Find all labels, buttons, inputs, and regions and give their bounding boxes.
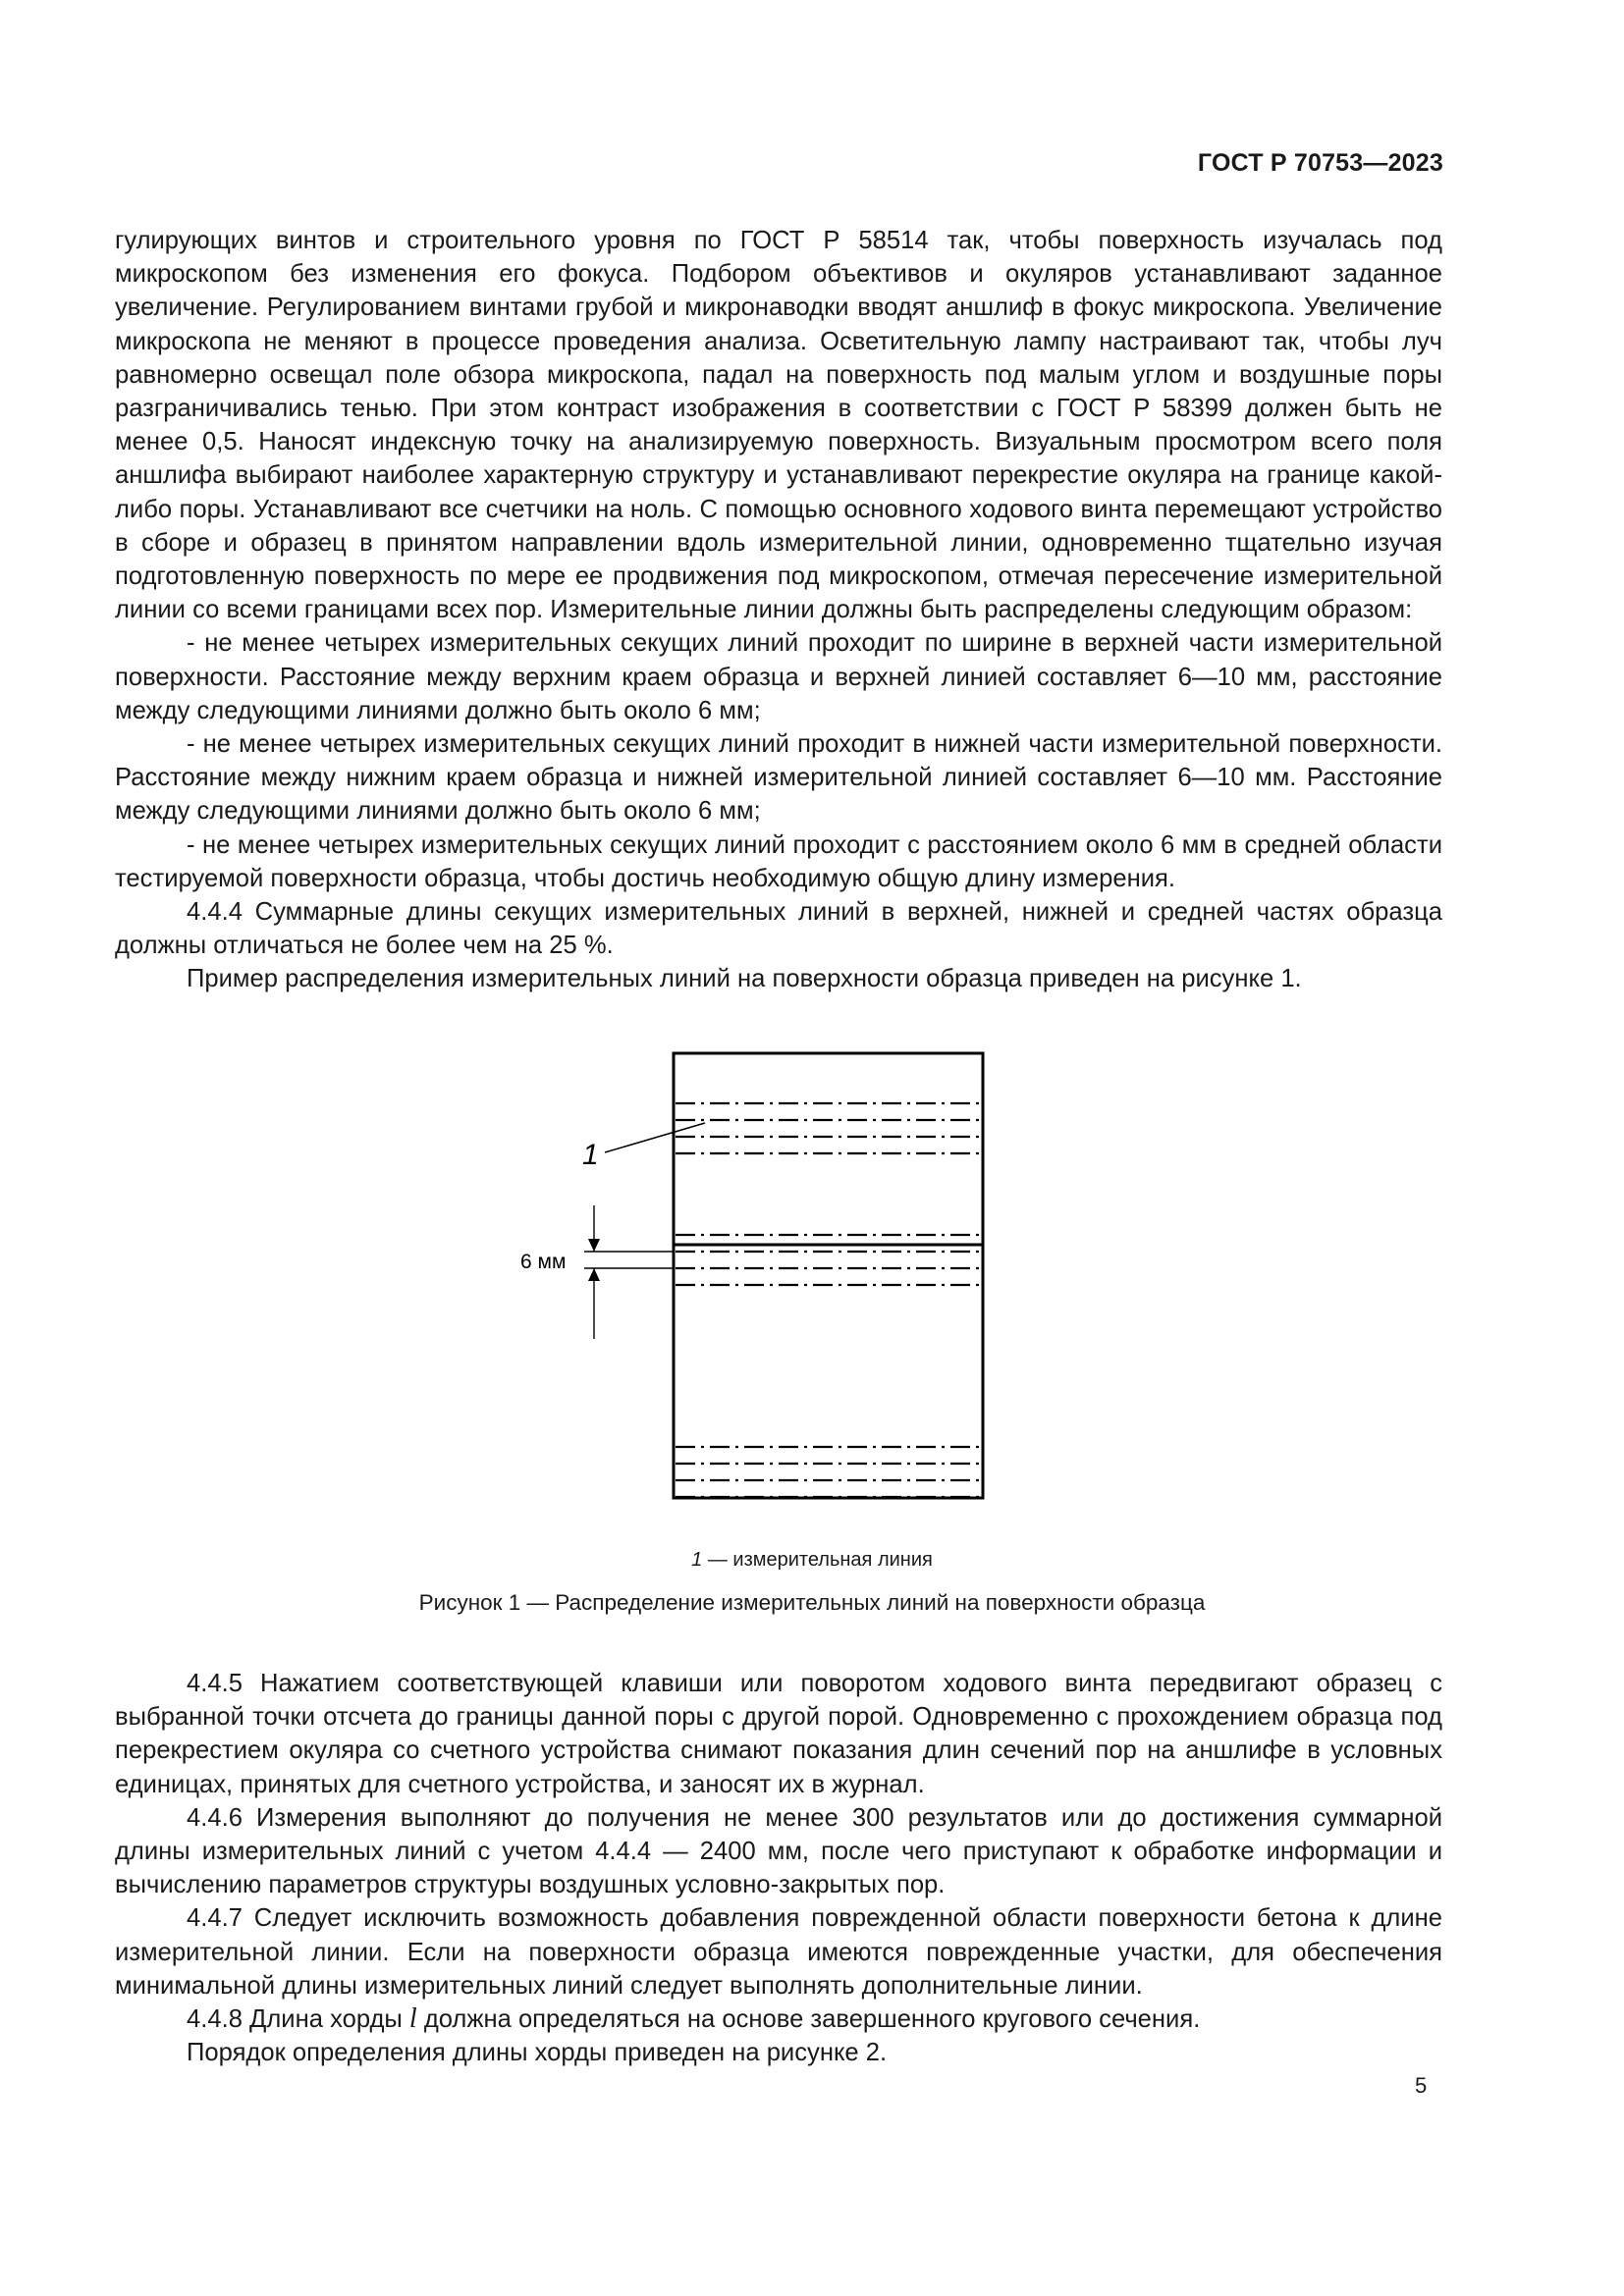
dimension-label: 6 мм (520, 1251, 567, 1273)
legend-text: — измерительная линия (702, 1549, 933, 1571)
paragraph-4-4-5: 4.4.5 Нажатием соответствующей клавиши или поворотом ходового винта передвигают образец с выбранной точки отсчета до границы данной поры с другой порой. Одновременно с прохождением образца под перекрестием окуляра со счетного устройства снимают показания длин сечений пор на аншлифе в условных единицах, принятых для счетного устройства, и заносят их в журнал. (115, 1670, 1442, 1798)
figure-1-measurement-lines-diagram (491, 1050, 1041, 1512)
paragraph-4-4-4: 4.4.4 Суммарные длины секущих измерительных линий в верхней, нижней и средней частях образца должны отличаться не более чем на 25 %. (115, 898, 1442, 960)
figure-1-svg (491, 1050, 1041, 1512)
list-item-bottom-lines: - не менее четырех измерительных секущих линий проходит в нижней части измерительной поверхности. Расстояние между нижним краем образца и нижней измерительной линией составляет 6—10 мм. Расстояние между следующими линиями должно быть около 6 мм; (115, 730, 1442, 826)
arrow-down-icon (588, 1239, 600, 1252)
figure-1-caption: Рисунок 1 — Распределение измерительных линий на поверхности образца (418, 1590, 1206, 1615)
paragraph-figure-reference: Пример распределения измерительных линий на поверхности образца приведен на рисунке 1. (187, 965, 1302, 993)
paragraph-4-4-6: 4.4.6 Измерения выполняют до получения не менее 300 результатов или до достижения суммарной длины измерительных линий с учетом 4.4.4 — 2400 мм, после чего приступают к обработке информации и вычислению параметров структуры воздушных условно-закрытых пор. (115, 1803, 1442, 1899)
paragraph-4-4-8 (115, 2002, 1442, 2036)
document-header-standard-id: ГОСТ Р 70753—2023 (1197, 149, 1443, 177)
specimen-outline (674, 1053, 983, 1245)
measurement-lines (676, 1103, 981, 1497)
page-number: 5 (1415, 2073, 1428, 2098)
chord-length-symbol: l (408, 2003, 417, 2035)
text-block-top (115, 224, 1442, 996)
paragraph-4-4-7: 4.4.7 Следует исключить возможность добавления поврежденной области поверхности бетона к длине измерительной линии. Если на поверхности образца имеются поврежденные участки, для обеспечения минимальной длины измерительных линий следует выполнять дополнительные линии. (115, 1904, 1442, 2000)
figure-1-legend (0, 1549, 1624, 1572)
paragraph-continuation: гулирующих винтов и строительного уровня по ГОСТ Р 58514 так, чтобы поверхность изучалась под микроскопом без изменения его фокуса. Подбором объективов и окуляров устанавливают заданное увеличение. Регулированием винтами грубой и микронаводки вводят аншлиф в фокус микроскопа. Увеличение микроскопа не меняют в процессе проведения анализа. Осветительную лампу настраивают так, чтобы луч равномерно освещал поле обзора микроскопа, падал на поверхность под малым углом и воздушные поры разграничивались тенью. При этом контраст изображения в соответствии с ГОСТ Р 58399 должен быть не менее 0,5. Наносят индексную точку на анализируемую поверхность. Визуальным просмотром всего поля аншлифа выбирают наиболее характерную структуру и устанавливают перекрестие окуляра на границе какой-либо поры. Устанавливают все счетчики на ноль. С помощью основного ходового винта перемещают устройство в сборе и образец в принятом направлении вдоль измерительной линии, одновременно тщательно изучая подготовленную поверхность по мере ее продвижения под микроскопом, отмечая пересечение измерительной линии со всеми границами всех пор. Измерительные линии должны быть распределены следующим образом: (115, 227, 1442, 624)
callout-label-1: 1 (582, 1139, 599, 1171)
list-item-top-lines: - не менее четырех измерительных секущих линий проходит по ширине в верхней части измерительной поверхности. Расстояние между верхним краем образца и верхней линией составляет 6—10 мм, расстояние между следующими линиями должно быть около 6 мм; (115, 629, 1442, 724)
paragraph-figure-2-reference: Порядок определения длины хорды приведен на рисунке 2. (187, 2039, 888, 2067)
arrow-up-icon (588, 1268, 600, 1281)
list-item-middle-lines: - не менее четырех измерительных секущих линий проходит с расстоянием около 6 мм в средней области тестируемой поверхности образца, чтобы достичь необходимую общую длину измерения. (115, 830, 1442, 892)
p448-before: 4.4.8 Длина хорды (187, 2005, 409, 2034)
text-block-bottom (115, 1667, 1442, 2069)
p448-after: должна определяться на основе завершенного кругового сечения. (416, 2005, 1201, 2034)
legend-number: 1 (691, 1549, 703, 1571)
